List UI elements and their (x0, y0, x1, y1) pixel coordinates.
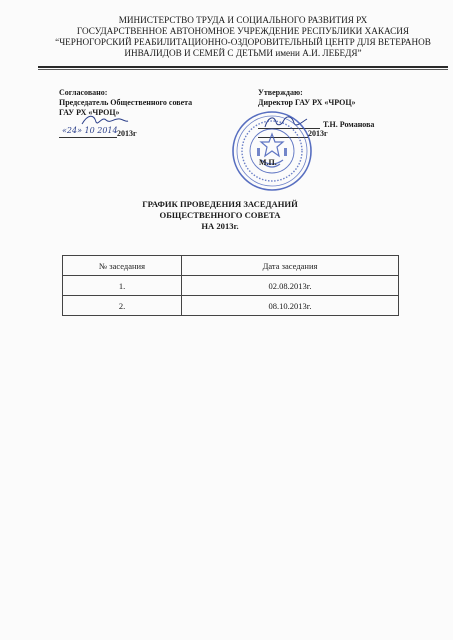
approved-block (258, 88, 356, 108)
header-ministry: МИНИСТЕРСТВО ТРУДА И СОЦИАЛЬНОГО РАЗВИТИЯ РХ (118, 15, 368, 25)
approved-heading: Утверждаю: (258, 88, 303, 97)
meeting-date-cell: 02.08.2013г. (182, 276, 399, 296)
column-header-meeting-date: Дата заседания (182, 256, 399, 276)
title-line3: НА 2013г. (201, 221, 239, 231)
official-seal-stamp (231, 110, 313, 192)
stamp-place-label: М.П. (259, 158, 277, 167)
director-name: Т.Н. Романова (323, 120, 375, 129)
approved-position-line1: Директор ГАУ РХ «ЧРОЦ» (258, 98, 356, 107)
header-divider-thin (38, 69, 448, 70)
header-center-name: “ЧЕРНОГОРСКИЙ РЕАБИЛИТАЦИОННО-ОЗДОРОВИТЕЛЬНЫЙ ЦЕНТР ДЛЯ ВЕТЕРАНОВ (55, 37, 431, 47)
header-institution-type: ГОСУДАРСТВЕННОЕ АВТОНОМНОЕ УЧРЕЖДЕНИЕ РЕСПУБЛИКИ ХАКАСИЯ (76, 26, 410, 36)
approved-year: 2013г (308, 129, 328, 138)
meeting-date-cell: 08.10.2013г. (182, 296, 399, 316)
table-header-row (63, 256, 399, 276)
agreed-position-line1: Председатель Общественного совета (59, 98, 193, 107)
table-row (63, 296, 399, 316)
agreed-year: 2013г (117, 129, 137, 138)
header-divider (38, 66, 448, 68)
column-header-meeting-number: № заседания (63, 256, 182, 276)
header-center-name-cont: ИНВАЛИДОВ И СЕМЕЙ С ДЕТЬМИ имени А.И. ЛЕБЕДЯ” (124, 48, 362, 58)
document-title (120, 199, 320, 232)
title-line2: ОБЩЕСТВЕННОГО СОВЕТА (159, 210, 281, 220)
title-line1: ГРАФИК ПРОВЕДЕНИЯ ЗАСЕДАНИЙ (142, 199, 298, 209)
agreed-date-line (59, 137, 117, 138)
document-header (38, 15, 448, 59)
table-row (63, 276, 399, 296)
agreed-heading: Согласовано: (59, 88, 108, 97)
agreed-position-line2: ГАУ РХ «ЧРОЦ» (59, 108, 120, 117)
agreed-handwritten-date: «24» 10 2014 (62, 126, 118, 135)
meeting-number-cell: 2. (63, 296, 182, 316)
meeting-number-cell: 1. (63, 276, 182, 296)
meeting-schedule-table (62, 255, 399, 316)
